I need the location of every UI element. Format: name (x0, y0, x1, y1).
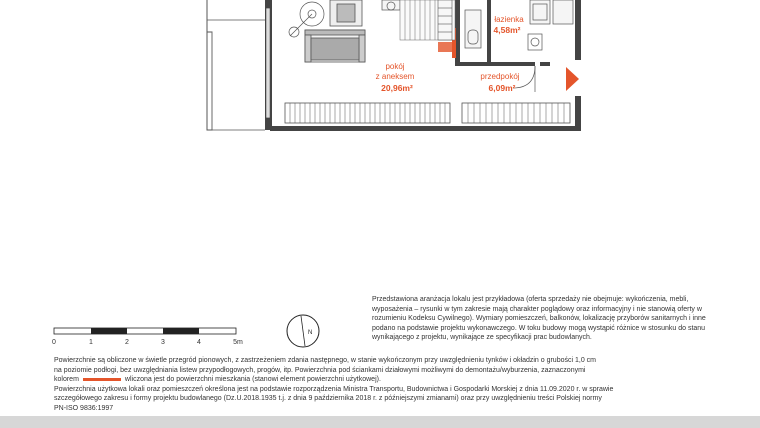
note-line: Powierzchnia użytkowa lokali oraz pomieszczeń określona jest na podstawie rozporządzenia Ministra Transportu, Budownictwa i Gospodarki Morskiej z dnia 11.09.2020 r. w sprawie (54, 385, 614, 393)
dining-table (382, 0, 400, 10)
bathroom-name: łazienka (494, 15, 524, 24)
rug (330, 0, 362, 26)
scale-ticks (52, 339, 243, 346)
scale-tick: 2 (125, 339, 129, 346)
note-line-legend (54, 375, 704, 385)
note-text: kolorem (54, 376, 79, 384)
note-line: Powierzchnie są obliczone w świetle przegród pionowych, z zastrzeżeniem zdania następnego, w stanie wykończonym przy uwzględnieniu tynków i okładzin o grubości 1,0 cm (54, 357, 596, 364)
scale-tick: 4 (197, 339, 201, 346)
shelf (438, 0, 452, 40)
shelf-item (438, 42, 452, 52)
sofa (305, 30, 365, 62)
note-line: PN-ISO 9836:1997 (54, 404, 114, 412)
scale-tick: 5m (233, 339, 243, 346)
hall-name: przedpokój (480, 72, 520, 81)
disclaimer-text: Przedstawiona aranżacja lokalu jest przykładowa (oferta sprzedaży nie obejmuje: wykończenia, mebli, wyposażenia – rysunki w tym zakresie mają charakter poglądowy oraz informacyjny i nie stanowią oferty w rozumieniu Kodeksu Cywilnego). Wymiary pomieszczeń, balkonów, lokalizację przyborów sanitarnych i inne podano na podstawie projektu wykonawczego. W toku budowy mogą wystąpić różnice w stosunku do stanu wynikającego z projektu, wynikające ze specyfikacji prac budowlanych. (372, 296, 706, 342)
living-room-name: pokój (385, 62, 405, 71)
demountable-legend-swatch (83, 378, 121, 381)
window (266, 8, 270, 118)
note-line: szczegółowego zakresu i formy projektu budowlanego (Dz.U.2018.1935 t.j. z dnia 9 października 2018 r. z późniejszymi zmianami) oraz przy uwzględnieniu treści Polskiej normy (54, 395, 602, 403)
living-room-name-line2: z aneksem (375, 72, 415, 81)
balcony (207, 0, 265, 130)
wardrobe-hall (462, 103, 570, 123)
living-room-area: 20,96m² (381, 83, 413, 93)
scale-tick: 3 (161, 339, 165, 346)
wardrobe (285, 103, 450, 123)
scale-bar (54, 328, 236, 334)
entrance-arrow-icon (566, 67, 579, 91)
note-text: wliczona jest do powierzchni mieszkania (stanowi element powierzchni użytkowej). (124, 376, 381, 384)
compass-icon (287, 315, 319, 347)
scale-tick: 0 (52, 339, 56, 346)
hall-area: 6,09m² (488, 83, 516, 93)
note-line: na poziomie podłogi, bez uwzględniania listew przypodłogowych, progów, itp. Powierzchnia pod ściankami działowymi możliwymi do demontażu/wyburzenia, zaznaczonymi (54, 366, 586, 374)
bathroom-area: 4,58m² (493, 25, 521, 35)
area-notes (54, 356, 704, 414)
scale-tick: 1 (89, 339, 93, 346)
footer-bar (0, 416, 760, 428)
compass-letter: N (308, 330, 313, 336)
